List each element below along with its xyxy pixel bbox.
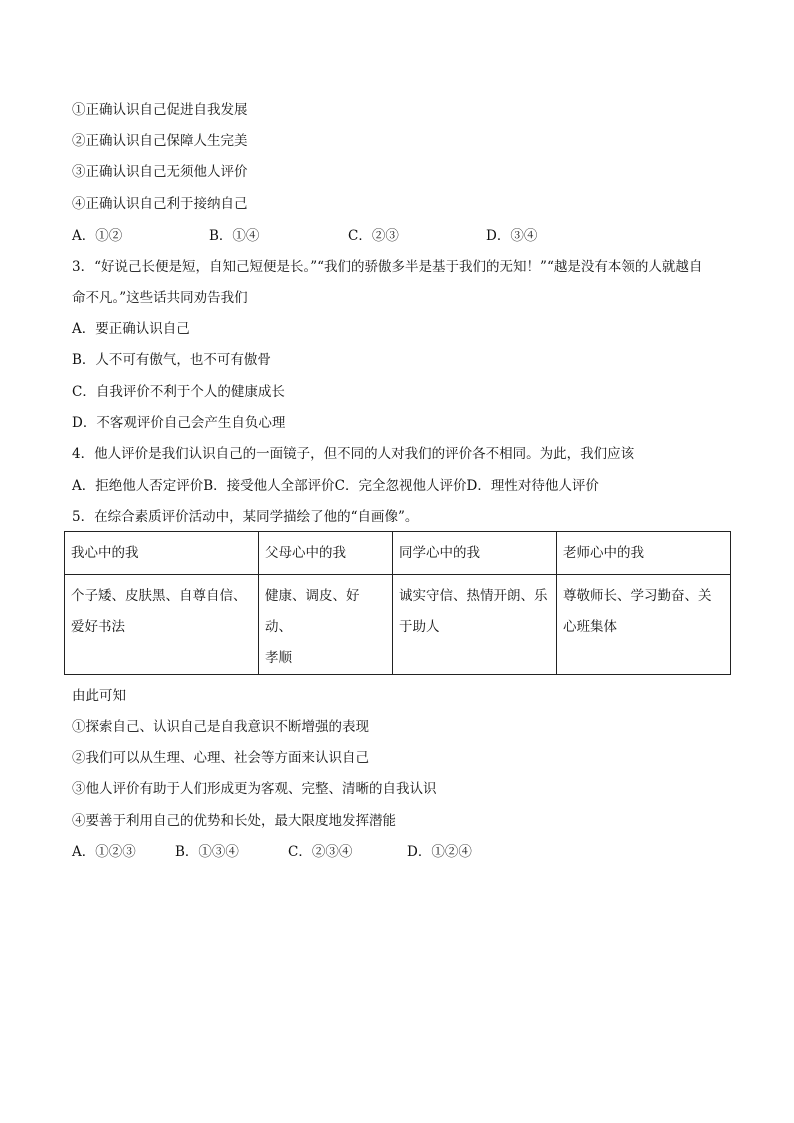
table-cell	[393, 575, 557, 675]
q3-option-d: D．不客观评价自己会产生自负心理	[72, 415, 286, 431]
q3-stem-line-1: 3．“好说己长便是短，自知己短便是长。”“我们的骄傲多半是基于我们的无知！”“越是没有本领的人就越自	[72, 259, 703, 275]
q5-option-c: C．②③④	[288, 844, 353, 860]
self-portrait-table	[64, 531, 731, 675]
q5-option-a: A．①②③	[72, 844, 136, 860]
q2-statement-4: ④正确认识自己利于接纳自己	[72, 196, 248, 212]
q5-statement-1: ①探索自己、认识自己是自我意识不断增强的表现	[72, 719, 369, 735]
q3-option-a: A．要正确认识自己	[72, 321, 190, 337]
cell-line: 孝顺	[265, 650, 292, 666]
q2-option-a: A．①②	[72, 228, 123, 244]
q4-options: A．拒绝他人否定评价B．接受他人全部评价C．完全忽视他人评价D．理性对待他人评价	[72, 478, 599, 494]
table-cell	[259, 575, 393, 675]
q3-option-b: B．人不可有傲气，也不可有傲骨	[72, 352, 271, 368]
table-cell	[557, 575, 731, 675]
cell-line: 尊敬师长、学习勤奋、关	[563, 588, 712, 604]
q5-options	[72, 843, 672, 861]
q3-option-c: C．自我评价不利于个人的健康成长	[72, 384, 285, 400]
q5-lead: 由此可知	[72, 688, 126, 704]
cell-line: 个子矮、皮肤黑、自尊自信、	[71, 588, 247, 604]
q2-statement-1: ①正确认识自己促进自我发展	[72, 102, 248, 118]
q5-statement-3: ③他人评价有助于人们形成更为客观、完整、清晰的自我认识	[72, 781, 437, 797]
cell-line: 于助人	[399, 619, 440, 635]
q2-option-d: D．③④	[486, 228, 538, 244]
cell-line: 健康、调皮、好动、	[265, 588, 360, 635]
table-header: 老师心中的我	[557, 532, 731, 575]
q5-option-d: D．①②④	[407, 844, 472, 860]
q2-option-b: B．①④	[209, 228, 260, 244]
table-cell	[65, 575, 259, 675]
table-header: 父母心中的我	[259, 532, 393, 575]
q2-option-c: C．②③	[348, 228, 399, 244]
q5-statement-2: ②我们可以从生理、心理、社会等方面来认识自己	[72, 750, 369, 766]
cell-line: 爱好书法	[71, 619, 125, 635]
q2-options	[72, 227, 672, 245]
q5-stem: 5．在综合素质评价活动中，某同学描绘了他的“自画像”。	[72, 509, 419, 525]
cell-line: 诚实守信、热情开朗、乐	[399, 588, 548, 604]
q5-statement-4: ④要善于利用自己的优势和长处，最大限度地发挥潜能	[72, 813, 396, 829]
table-row	[65, 575, 731, 675]
cell-line: 心班集体	[563, 619, 617, 635]
q3-stem-line-2: 命不凡。”这些话共同劝告我们	[72, 290, 248, 306]
table-header: 我心中的我	[65, 532, 259, 575]
q2-statement-3: ③正确认识自己无须他人评价	[72, 164, 248, 180]
q5-option-b: B．①③④	[175, 844, 239, 860]
q2-statement-2: ②正确认识自己保障人生完美	[72, 133, 248, 149]
table-header: 同学心中的我	[393, 532, 557, 575]
q4-stem: 4．他人评价是我们认识自己的一面镜子，但不同的人对我们的评价各不相同。为此，我们应该	[72, 446, 635, 462]
table-header-row	[65, 532, 731, 575]
